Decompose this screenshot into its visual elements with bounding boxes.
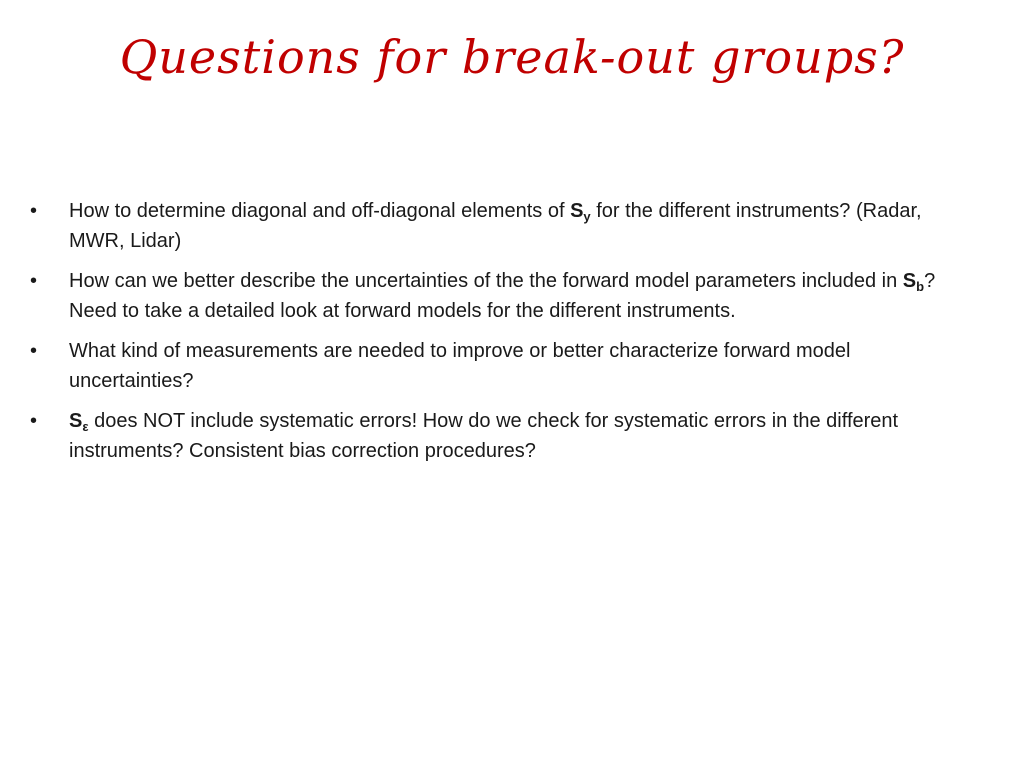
symbol-subscript: ε xyxy=(82,419,89,434)
bullet-text: What kind of measurements are needed to improve or better characterize forward model uncertainties? xyxy=(69,340,851,392)
bullet-item-systematic-errors xyxy=(30,406,960,466)
bullet-text-after: does NOT include systematic errors! How do we check for systematic errors in the different instruments? Consistent bias correction procedures? xyxy=(69,410,899,462)
slide-title: Questions for break-out groups? xyxy=(119,30,905,84)
bullet-text-after: for the different instruments? (Radar, MWR, Lidar) xyxy=(69,200,922,252)
symbol-s-epsilon xyxy=(69,410,89,432)
symbol-s-b xyxy=(903,270,924,292)
symbol-letter: S xyxy=(570,200,584,222)
symbol-letter: S xyxy=(69,410,83,432)
bullet-text-after: ? Need to take a detailed look at forward models for the different instruments. xyxy=(69,270,936,322)
bullet-item-measurements xyxy=(30,336,960,396)
bullet-text-before: How to determine diagonal and off-diagonal elements of xyxy=(69,200,571,222)
symbol-s-y xyxy=(570,200,591,222)
symbol-subscript: b xyxy=(916,279,925,294)
symbol-letter: S xyxy=(902,270,917,292)
bullet-marker: • xyxy=(30,270,38,292)
bullet-item-sb xyxy=(30,266,960,326)
symbol-subscript: y xyxy=(583,209,591,224)
bullet-list xyxy=(30,196,960,476)
bullet-text-before: How can we better describe the uncertainties of the the forward model parameters included in xyxy=(69,270,903,292)
bullet-marker: • xyxy=(30,410,38,432)
bullet-marker: • xyxy=(30,340,38,362)
bullet-item-sy xyxy=(30,196,960,256)
bullet-marker: • xyxy=(30,200,38,222)
